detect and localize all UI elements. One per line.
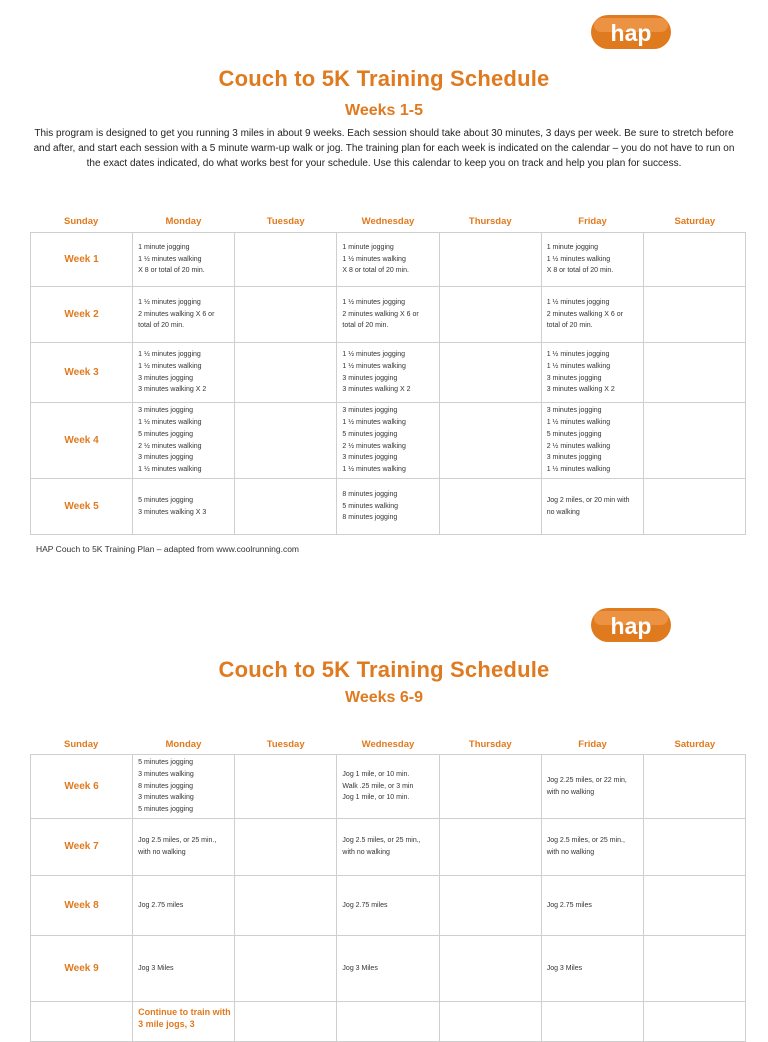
- plan-line: Walk .25 mile, or 3 min: [342, 782, 414, 790]
- day-sunday: Sunday: [63, 739, 99, 750]
- plan-line: Jog 2.25 miles, or 22 min,: [546, 776, 627, 784]
- week-label: Week 6: [31, 755, 133, 819]
- day-thursday: Thursday: [468, 216, 512, 227]
- saturday-cell: [643, 343, 745, 403]
- tuesday-cell: [235, 1002, 337, 1042]
- table-row: [31, 1002, 746, 1042]
- plan-line: Jog 2.75 miles: [138, 901, 184, 909]
- plan-line: 3 minutes jogging: [138, 407, 194, 415]
- wednesday-cell: [337, 287, 439, 343]
- table-row: [31, 403, 746, 479]
- plan-line: 1 ½ minutes walking: [138, 418, 202, 426]
- plan-line: 3 minutes walking X 2: [546, 386, 615, 394]
- week-label: Week 5: [31, 479, 133, 535]
- plan-line: 5 minutes jogging: [138, 496, 194, 504]
- thursday-cell: [439, 403, 541, 479]
- plan-line: Jog 2.5 miles, or 25 min.,: [546, 837, 625, 845]
- day-monday: Monday: [165, 739, 202, 750]
- plan-line: 5 minutes jogging: [342, 430, 398, 438]
- plan-line: 3 minutes jogging: [342, 374, 398, 382]
- plan-line: 3 minutes walking X 3: [138, 508, 207, 516]
- plan-line: Jog 2.5 miles, or 25 min.,: [138, 837, 217, 845]
- plan-line: 5 minutes jogging: [138, 806, 194, 814]
- tuesday-cell: [235, 876, 337, 936]
- plan-line: Jog 1 mile, or 10 min.: [342, 770, 410, 778]
- sunday-cell: [31, 1002, 133, 1042]
- continue-training-text: Continue to train with 3 mile jogs, 3: [138, 1007, 231, 1029]
- plan-line: 1 ½ minutes walking: [138, 255, 202, 263]
- saturday-cell: [643, 403, 745, 479]
- plan-line: 5 minutes jogging: [546, 430, 602, 438]
- plan-line: 1 ½ minutes jogging: [546, 298, 610, 306]
- plan-line: 8 minutes jogging: [342, 490, 398, 498]
- plan-line: 3 minutes jogging: [342, 407, 398, 415]
- plan-line: Jog 2.75 miles: [342, 901, 388, 909]
- monday-cell: [133, 876, 235, 936]
- week-label: Week 3: [31, 343, 133, 403]
- day-saturday: Saturday: [674, 739, 716, 750]
- plan-line: 1 ½ minutes jogging: [138, 350, 201, 358]
- plan-line: X 8 or total of 20 min.: [546, 267, 614, 275]
- tuesday-cell: [235, 287, 337, 343]
- day-wednesday: Wednesday: [361, 739, 415, 750]
- day-monday: Monday: [165, 216, 202, 227]
- wednesday-cell: [337, 403, 439, 479]
- page-footer: HAP Couch to 5K Training Plan – adapted from www.coolrunning.com: [36, 544, 300, 554]
- plan-line: 2 minutes walking X 6 or: [342, 310, 419, 318]
- page-title: Couch to 5K Training Schedule: [218, 66, 550, 91]
- page-title: Couch to 5K Training Schedule: [218, 657, 550, 682]
- wednesday-cell: [337, 233, 439, 287]
- plan-line: 1 minute jogging: [342, 243, 394, 251]
- thursday-cell: [439, 287, 541, 343]
- plan-line: 3 minutes jogging: [138, 374, 194, 382]
- tuesday-cell: [235, 936, 337, 1002]
- thursday-cell: [439, 936, 541, 1002]
- continue-training-cell: [133, 1002, 235, 1042]
- plan-line: 2 ½ minutes walking: [546, 442, 611, 450]
- wednesday-cell: [337, 755, 439, 819]
- plan-line: 1 ½ minutes walking: [342, 418, 406, 426]
- saturday-cell: [643, 936, 745, 1002]
- friday-cell: [541, 755, 643, 819]
- thursday-cell: [439, 876, 541, 936]
- plan-line: 1 ½ minutes walking: [342, 362, 406, 370]
- plan-line: 1 ½ minutes walking: [342, 255, 406, 263]
- plan-line: 1 ½ minutes walking: [138, 466, 202, 474]
- wednesday-cell: [337, 1002, 439, 1042]
- plan-line: 1 ½ minutes walking: [138, 362, 202, 370]
- plan-line: Jog 3 Miles: [138, 964, 174, 972]
- plan-line: 1 ½ minutes walking: [546, 466, 611, 474]
- week-label: Week 8: [31, 876, 133, 936]
- day-tuesday: Tuesday: [266, 216, 305, 227]
- saturday-cell: [643, 287, 745, 343]
- plan-line: 8 minutes jogging: [342, 514, 398, 522]
- schedule-table-weeks-6-9: [30, 754, 746, 1042]
- plan-line: X 8 or total of 20 min.: [138, 267, 205, 275]
- plan-line: 5 minutes jogging: [138, 759, 194, 766]
- friday-cell: [541, 233, 643, 287]
- plan-line: with no walking: [138, 849, 186, 856]
- weekday-header: [30, 737, 746, 753]
- tuesday-cell: [235, 403, 337, 479]
- day-saturday: Saturday: [674, 216, 716, 227]
- plan-line: Jog 3 Miles: [546, 964, 583, 972]
- plan-line: Jog 2.5 miles, or 25 min.,: [342, 837, 421, 845]
- plan-line: 3 minutes walking: [138, 770, 194, 778]
- intro-paragraph: This program is designed to get you running 3 miles in about 9 weeks. Each session should take about 30 minutes, 3 days per week. Be sure to stretch before and after, and start each session with a 5 minute warm-up walk or jog. The training plan for each week is indicated on the calendar – you do not have to run on the exact dates indicated, do what works best for your schedule. Use this calendar to keep you on track and help you plan for success.: [33, 128, 735, 169]
- plan-line: 8 minutes jogging: [138, 782, 194, 790]
- plan-line: with no walking: [546, 849, 595, 856]
- friday-cell: [541, 936, 643, 1002]
- table-row: [31, 936, 746, 1002]
- day-tuesday: Tuesday: [266, 739, 305, 750]
- week-label: Week 7: [31, 819, 133, 876]
- plan-line: 2 ½ minutes walking: [342, 442, 406, 450]
- plan-line: 3 minutes walking X 2: [138, 386, 207, 394]
- week-label: Week 2: [31, 287, 133, 343]
- table-row: [31, 876, 746, 936]
- monday-cell: [133, 755, 235, 819]
- saturday-cell: [643, 755, 745, 819]
- plan-line: with no walking: [342, 849, 390, 856]
- plan-line: no walking: [546, 508, 580, 516]
- plan-line: 1 ½ minutes jogging: [342, 298, 406, 306]
- thursday-cell: [439, 755, 541, 819]
- plan-line: 3 minutes jogging: [546, 454, 602, 462]
- page-subtitle: Weeks 1-5: [345, 102, 423, 119]
- friday-cell: [541, 343, 643, 403]
- plan-line: 3 minutes jogging: [546, 374, 602, 382]
- plan-line: Jog 2 miles, or 20 min with: [546, 496, 630, 504]
- plan-line: 1 ½ minutes jogging: [342, 350, 406, 358]
- day-friday: Friday: [578, 216, 607, 227]
- friday-cell: [541, 403, 643, 479]
- tuesday-cell: [235, 755, 337, 819]
- plan-line: 3 minutes walking: [138, 794, 194, 802]
- saturday-cell: [643, 876, 745, 936]
- plan-line: Jog 3 Miles: [342, 964, 378, 972]
- tuesday-cell: [235, 343, 337, 403]
- hap-logo: [590, 605, 672, 645]
- thursday-cell: [439, 343, 541, 403]
- plan-line: total of 20 min.: [342, 322, 389, 330]
- week-label: Week 9: [31, 936, 133, 1002]
- wednesday-cell: [337, 479, 439, 535]
- saturday-cell: [643, 233, 745, 287]
- week-label: Week 1: [31, 233, 133, 287]
- plan-line: total of 20 min.: [138, 322, 185, 330]
- friday-cell: [541, 1002, 643, 1042]
- friday-cell: [541, 479, 643, 535]
- wednesday-cell: [337, 936, 439, 1002]
- plan-line: 1 ½ minutes jogging: [138, 298, 201, 306]
- saturday-cell: [643, 819, 745, 876]
- plan-line: total of 20 min.: [546, 322, 593, 330]
- hap-logo: [590, 12, 672, 52]
- thursday-cell: [439, 479, 541, 535]
- page-subtitle: Weeks 6-9: [345, 689, 423, 706]
- wednesday-cell: [337, 819, 439, 876]
- saturday-cell: [643, 479, 745, 535]
- monday-cell: [133, 479, 235, 535]
- plan-line: Jog 2.75 miles: [546, 901, 592, 909]
- thursday-cell: [439, 819, 541, 876]
- table-row: [31, 233, 746, 287]
- plan-line: 3 minutes walking X 2: [342, 386, 411, 394]
- tuesday-cell: [235, 233, 337, 287]
- plan-line: Jog 1 mile, or 10 min.: [342, 794, 410, 802]
- tuesday-cell: [235, 479, 337, 535]
- schedule-table-weeks-1-5: [30, 232, 746, 535]
- monday-cell: [133, 287, 235, 343]
- table-row: [31, 819, 746, 876]
- thursday-cell: [439, 233, 541, 287]
- monday-cell: [133, 343, 235, 403]
- friday-cell: [541, 819, 643, 876]
- plan-line: 3 minutes jogging: [546, 407, 602, 415]
- table-row: [31, 343, 746, 403]
- plan-line: 2 minutes walking X 6 or: [546, 310, 623, 318]
- plan-line: 5 minutes jogging: [138, 430, 194, 438]
- logo-text: hap: [610, 613, 652, 639]
- plan-line: 1 ½ minutes jogging: [546, 350, 610, 358]
- wednesday-cell: [337, 343, 439, 403]
- day-thursday: Thursday: [468, 739, 512, 750]
- plan-line: 1 minute jogging: [546, 243, 599, 251]
- week-label: Week 4: [31, 403, 133, 479]
- monday-cell: [133, 819, 235, 876]
- plan-line: 2 ½ minutes walking: [138, 442, 202, 450]
- tuesday-cell: [235, 819, 337, 876]
- thursday-cell: [439, 1002, 541, 1042]
- friday-cell: [541, 287, 643, 343]
- plan-line: 1 minute jogging: [138, 243, 190, 251]
- logo-text: hap: [610, 20, 652, 46]
- plan-line: with no walking: [546, 788, 595, 796]
- plan-line: X 8 or total of 20 min.: [342, 267, 409, 275]
- plan-line: 3 minutes jogging: [342, 454, 398, 462]
- wednesday-cell: [337, 876, 439, 936]
- monday-cell: [133, 403, 235, 479]
- saturday-cell: [643, 1002, 745, 1042]
- monday-cell: [133, 936, 235, 1002]
- friday-cell: [541, 876, 643, 936]
- plan-line: 1 ½ minutes walking: [342, 466, 406, 474]
- plan-line: 1 ½ minutes walking: [546, 418, 611, 426]
- schedule-page-weeks-6-9: [0, 575, 768, 1029]
- table-row: [31, 479, 746, 535]
- plan-line: 3 minutes jogging: [138, 454, 194, 462]
- plan-line: 1 ½ minutes walking: [546, 255, 611, 263]
- day-sunday: Sunday: [63, 216, 99, 227]
- day-friday: Friday: [578, 739, 607, 750]
- table-row: [31, 287, 746, 343]
- monday-cell: [133, 233, 235, 287]
- weekday-header: [30, 214, 746, 230]
- table-row: [31, 755, 746, 819]
- day-wednesday: Wednesday: [361, 216, 415, 227]
- plan-line: 1 ½ minutes walking: [546, 362, 611, 370]
- plan-line: 5 minutes walking: [342, 502, 399, 510]
- plan-line: 2 minutes walking X 6 or: [138, 310, 215, 318]
